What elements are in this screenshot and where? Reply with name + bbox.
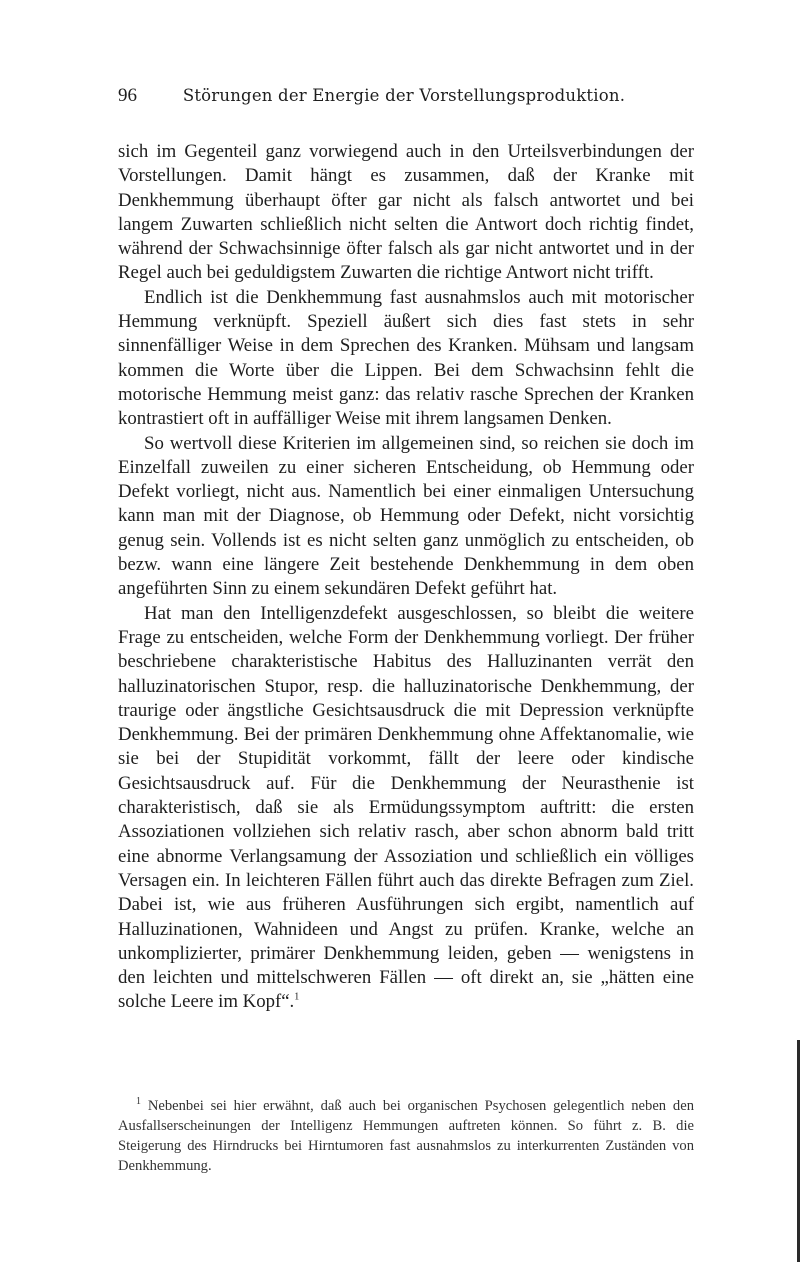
footnote-reference: 1 bbox=[294, 992, 300, 1004]
footnote-marker: 1 bbox=[136, 1096, 141, 1108]
paragraph-forms bbox=[118, 602, 694, 1015]
footnote-text: Nebenbei sei hier erwähnt, daß auch bei organischen Psychosen gelegentlich neben den Ausfallserscheinungen der Intelligenz Hemmungen auftreten können. So führt z. B. die Steigerung des Hirndrucks bei Hirntumoren fast ausnahmslos zu interkurrenten Zuständen von Denkhemmung. bbox=[118, 1098, 694, 1174]
paragraph-motor-inhibition: Endlich ist die Denkhemmung fast ausnahmslos auch mit motorischer Hemmung verknüpft. Speziell äußert sich dies fast stets in sehr sinnenfälliger Weise in dem Sprechen des Kranken. Mühsam und langsam kommen die Worte über die Lippen. Bei dem Schwachsinn fehlt die motorische Hemmung meist ganz: das relativ rasche Sprechen der Kranken kontrastiert oft in auffälliger Weise mit ihrem langsamen Denken. bbox=[118, 286, 694, 430]
paragraph-criteria: So wertvoll diese Kriterien im allgemeinen sind, so reichen sie doch im Einzelfall zuweilen zu einer sicheren Entscheidung, ob Hemmung oder Defekt vorliegt, nicht aus. Namentlich bei einer einmaligen Untersuchung kann man mit der Diagnose, ob Hemmung oder Defekt, nicht vorsichtig genug sein. Vollends ist es nicht selten ganz unmöglich zu entscheiden, ob bezw. wann eine längere Zeit bestehende Denkhemmung in dem oben angeführten Sinn zu einem sekundären Defekt geführt hat. bbox=[118, 432, 694, 600]
paragraph-forms-text: Hat man den Intelligenzdefekt ausgeschlossen, so bleibt die weitere Frage zu entscheiden, welche Form der Denkhemmung vorliegt. Der früher beschriebene charakteristische Habitus des Halluzinanten verrät den halluzinatorischen Stupor, resp. die halluzinatorische Denkhemmung, der traurige oder ängstliche Gesichtsausdruck die mit Depression verknüpfte Denkhemmung. Bei der primären Denkhemmung ohne Affektanomalie, wie sie bei der Stupidität vorkommt, fällt der leere oder kindische Gesichtsausdruck auf. Für die Denkhemmung der Neurasthenie ist charakteristisch, daß sie als Ermüdungssymptom auftritt: die ersten Assoziationen vollziehen sich relativ rasch, aber schon abnorm bald tritt eine abnorme Verlangsamung der Assoziation und schließlich ein völliges Versagen ein. In leichteren Fällen führt auch das direkte Befragen zum Ziel. Dabei ist, wie aus früheren Ausführungen sich ergibt, namentlich auf Halluzinationen, Wahnideen und Angst zu prüfen. Kranke, welche an unkomplizierter, primärer Denkhemmung leiden, geben — wenigstens in den leichten und mittelschweren Fällen — oft direkt an, sie „hätten eine solche Leere im Kopf“. bbox=[118, 602, 694, 1013]
page-number: 96 bbox=[118, 85, 137, 106]
running-header bbox=[118, 84, 690, 108]
main-text bbox=[118, 140, 694, 1015]
footnote bbox=[118, 1096, 694, 1176]
paragraph-continuation: sich im Gegenteil ganz vorwiegend auch in den Urteilsverbindungen der Vorstellungen. Damit hängt es zusammen, daß der Kranke mit Denkhemmung überhaupt öfter gar nicht als falsch antwortet und bei langem Zuwarten schließlich nicht selten die Antwort doch richtig findet, während der Schwachsinnige öfter falsch als gar nicht antwortet und in der Regel auch bei geduldigstem Zuwarten die richtige Antwort nicht trifft. bbox=[118, 141, 694, 284]
running-title: Störungen der Energie der Vorstellungsproduktion. bbox=[182, 86, 626, 105]
